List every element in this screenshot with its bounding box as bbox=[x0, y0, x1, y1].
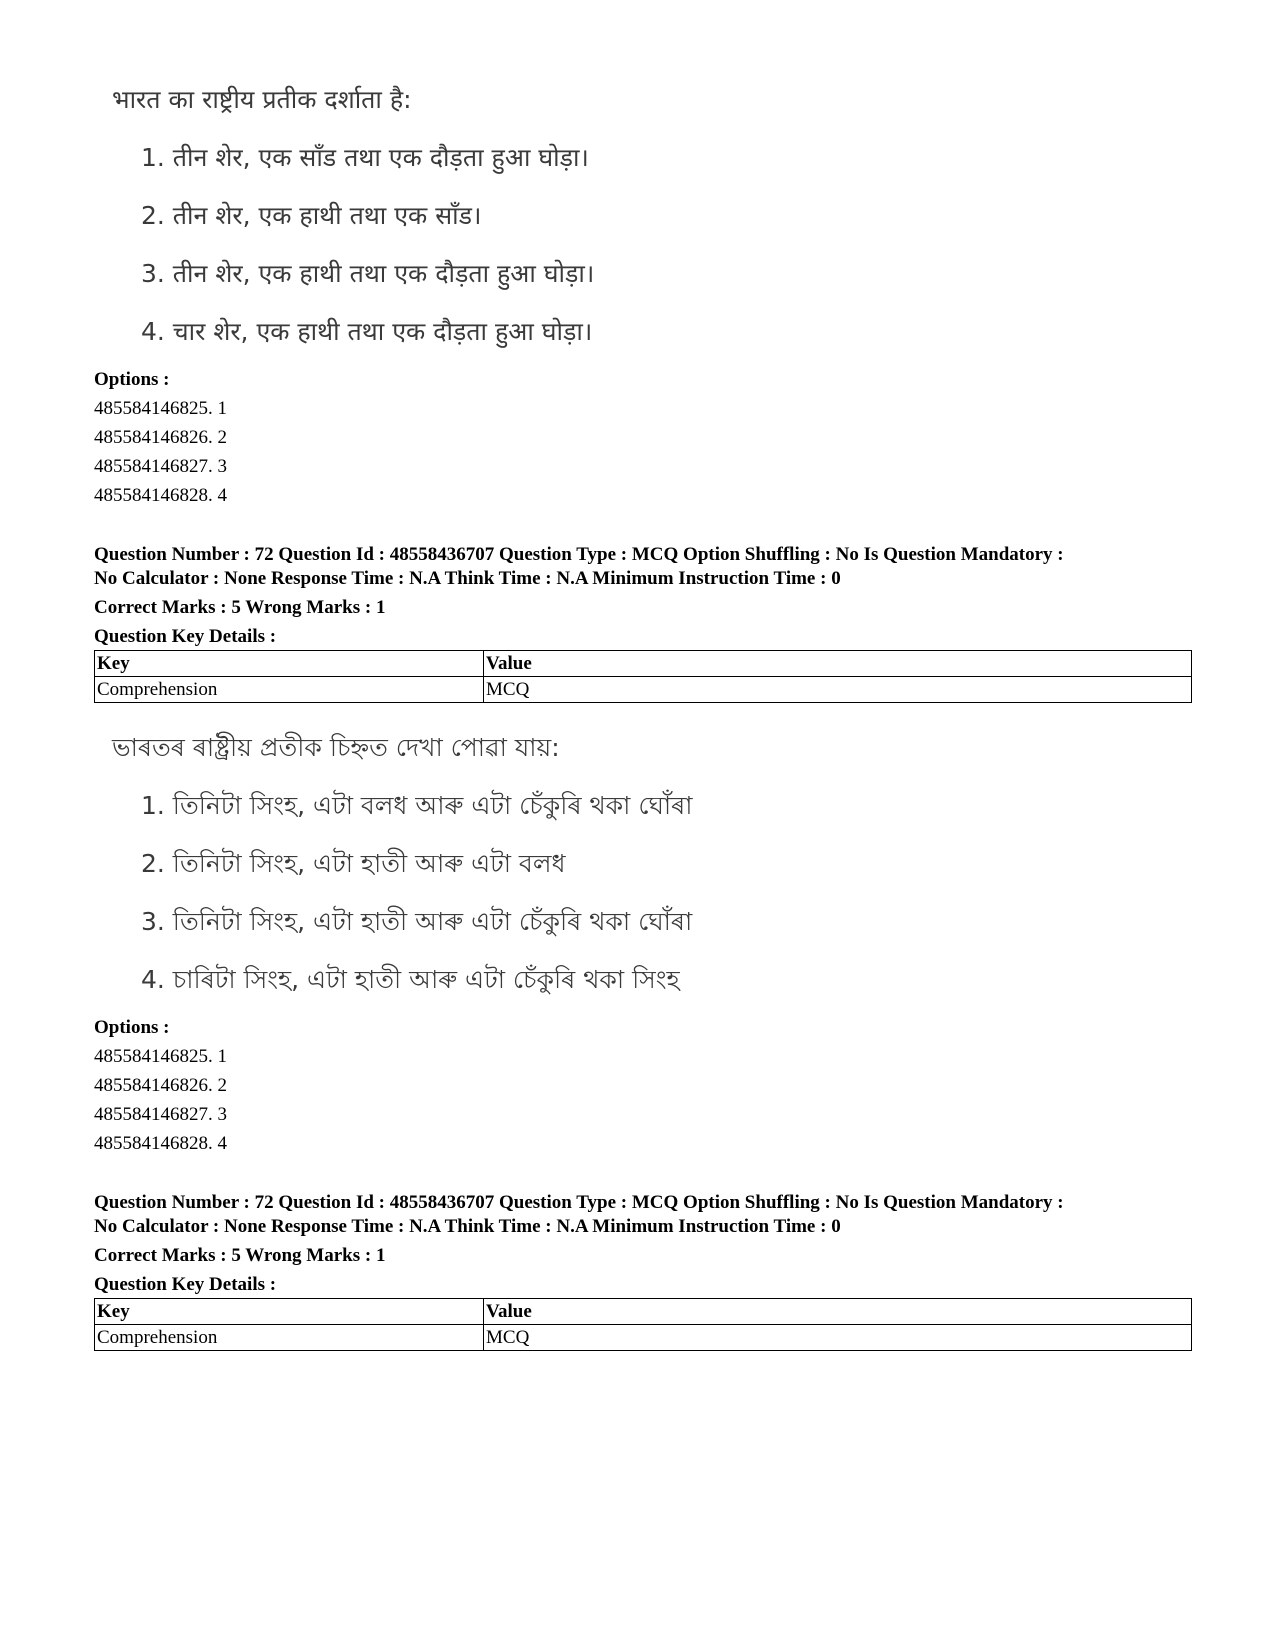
option-item: 485584146828. 4 bbox=[94, 1133, 227, 1154]
key-details-table bbox=[94, 650, 1192, 703]
key-details-label: Question Key Details : bbox=[94, 626, 277, 647]
marks-line: Correct Marks : 5 Wrong Marks : 1 bbox=[94, 1245, 386, 1266]
table-row bbox=[95, 1325, 1192, 1351]
question-choice-1: 1. तीन शेर, एक साँड तथा एक दौड़ता हुआ घोड़ा। bbox=[141, 143, 589, 172]
question-meta-line-1: Question Number : 72 Question Id : 48558436707 Question Type : MCQ Option Shuffling : No Is Question Mandatory : bbox=[94, 1192, 1064, 1213]
question-choice-1: 1. তিনিটা সিংহ, এটা বলধ আৰু এটা চেঁকুৰি থকা ঘোঁৰা bbox=[141, 791, 693, 820]
marks-line: Correct Marks : 5 Wrong Marks : 1 bbox=[94, 597, 386, 618]
table-cell-key: Comprehension bbox=[95, 677, 484, 703]
option-item: 485584146826. 2 bbox=[94, 1075, 227, 1096]
options-list bbox=[94, 365, 227, 510]
question-choice-2: 2. तीन शेर, एक हाथी तथा एक साँड। bbox=[141, 201, 482, 230]
key-details-label: Question Key Details : bbox=[94, 1274, 277, 1295]
table-header-row bbox=[95, 1299, 1192, 1325]
options-list bbox=[94, 1013, 227, 1158]
question-choice-3: 3. तीन शेर, एक हाथी तथा एक दौड़ता हुआ घोड़ा। bbox=[141, 259, 595, 288]
assamese-question-image bbox=[112, 732, 693, 996]
table-header-row bbox=[95, 651, 1192, 677]
option-item: 485584146828. 4 bbox=[94, 485, 227, 506]
question-stem: ভাৰতৰ ৰাষ্ট্ৰীয় প্ৰতীক চিহ্নত দেখা পোৱা যায়: bbox=[112, 733, 560, 762]
question-choice-4: 4. चार शेर, एक हाथी तथा एक दौड़ता हुआ घोड़ा। bbox=[141, 317, 593, 346]
question-metadata bbox=[94, 543, 1194, 649]
question-choice-4: 4. চাৰিটা সিংহ, এটা হাতী আৰু এটা চেঁকুৰি থকা সিংহ bbox=[141, 965, 680, 994]
question-choice-2: 2. তিনিটা সিংহ, এটা হাতী আৰু এটা বলধ bbox=[141, 849, 566, 878]
question-choice-3: 3. তিনিটা সিংহ, এটা হাতী আৰু এটা চেঁকুৰি থকা ঘোঁৰা bbox=[141, 907, 693, 936]
table-cell-value: MCQ bbox=[484, 677, 1192, 703]
table-cell-key: Comprehension bbox=[95, 1325, 484, 1351]
option-item: 485584146825. 1 bbox=[94, 1046, 227, 1067]
table-header-value: Value bbox=[484, 651, 1192, 677]
table-header-value: Value bbox=[484, 1299, 1192, 1325]
options-label: Options : bbox=[94, 369, 170, 390]
table-header-key: Key bbox=[95, 1299, 484, 1325]
table-header-key: Key bbox=[95, 651, 484, 677]
option-item: 485584146827. 3 bbox=[94, 1104, 227, 1125]
option-item: 485584146825. 1 bbox=[94, 398, 227, 419]
question-meta-line-2: No Calculator : None Response Time : N.A Think Time : N.A Minimum Instruction Time : 0 bbox=[94, 1216, 841, 1237]
option-item: 485584146827. 3 bbox=[94, 456, 227, 477]
hindi-question-image bbox=[112, 84, 594, 348]
key-details-table bbox=[94, 1298, 1192, 1351]
question-meta-line-1: Question Number : 72 Question Id : 48558436707 Question Type : MCQ Option Shuffling : No Is Question Mandatory : bbox=[94, 544, 1064, 565]
table-cell-value: MCQ bbox=[484, 1325, 1192, 1351]
option-item: 485584146826. 2 bbox=[94, 427, 227, 448]
options-label: Options : bbox=[94, 1017, 170, 1038]
question-meta-line-2: No Calculator : None Response Time : N.A Think Time : N.A Minimum Instruction Time : 0 bbox=[94, 568, 841, 589]
question-stem: भारत का राष्ट्रीय प्रतीक दर्शाता है: bbox=[112, 85, 412, 114]
table-row bbox=[95, 677, 1192, 703]
question-metadata bbox=[94, 1191, 1194, 1297]
